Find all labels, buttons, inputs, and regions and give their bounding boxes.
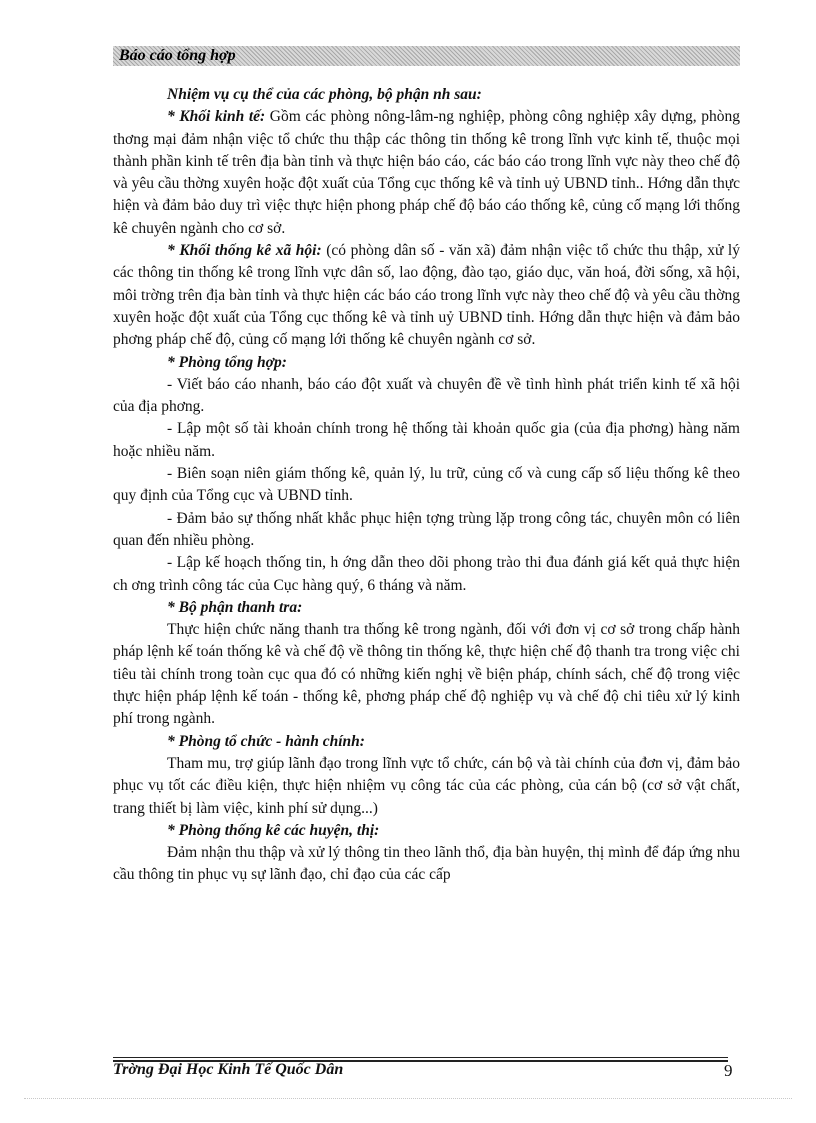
economic-bloc-text: Gồm các phòng nông-lâm-ng nghiệp, phòng công nghiệp xây dựng, phòng thơng mại đảm nhận việc tổ chức thu thập các thông tin thống kê trong lĩnh vực kinh tế, thuộc mọi thành phần kinh tế trên địa bàn tỉnh và thực hiện báo cáo, các báo cáo trong lĩnh vực này theo chế độ và yêu cầu thờng xuyên hoặc đột xuất của Tổng cục thống kê và tỉnh uỷ UBND tỉnh.. Hớng dẫn thực hiện và đảm bảo duy trì việc thực hiện phong pháp chế độ báo cáo thống kê, củng cố mạng lới thống kê chuyên ngành cho cơ sở. bbox=[113, 108, 740, 237]
heading-inspection: * Bộ phận thanh tra: bbox=[167, 598, 303, 616]
paragraph-general-1: - Viết báo cáo nhanh, báo cáo đột xuất và chuyên đề về tình hình phát triển kinh tế xã hội của địa phơng. bbox=[113, 375, 740, 416]
header-band bbox=[113, 46, 740, 66]
footer-rule-top bbox=[113, 1057, 728, 1058]
section-heading-intro: Nhiệm vụ cụ thể của các phòng, bộ phận nh sau: bbox=[167, 86, 482, 103]
paragraph-economic-bloc bbox=[113, 106, 740, 240]
paragraph-admin: Tham mu, trợ giúp lãnh đạo trong lĩnh vực tổ chức, cán bộ và tài chính của đơn vị, đảm bảo phục vụ tốt các điều kiện, thực hiện nhiệm vụ công tác của các phòng, của cán bộ (cơ sở vật chất, trang thiết bị làm việc, kinh phí sử dụng...) bbox=[113, 754, 740, 817]
page-bottom-dotted-rule bbox=[24, 1098, 792, 1099]
footer-school-name: Trờng Đại Học Kinh Tế Quốc Dân bbox=[113, 1061, 344, 1078]
header-title: Báo cáo tổng hợp bbox=[119, 47, 236, 64]
heading-admin: * Phòng tổ chức - hành chính: bbox=[167, 732, 365, 750]
paragraph-general-5: - Lập kế hoạch thống tin, h ớng dẫn theo dõi phong trào thi đua đánh giá kết quả thực hiện ch ơng trình công tác của Cục hàng quý, 6 tháng và năm. bbox=[113, 554, 740, 594]
paragraph-inspection: Thực hiện chức năng thanh tra thống kê trong ngành, đối với đơn vị cơ sở trong chấp hành pháp lệnh kế toán thống kê và chế độ về thông tin thống kê, thực hiện chế độ thanh tra trong việc chi tiêu tài chính trong toàn cục qua đó có những kiến nghị về biện pháp, chính sách, chế độ trong việc thực hiện pháp lệnh kế toán - thống kê, phơng pháp chế độ nghiệp vụ và chế độ chi tiêu xử lý kinh phí trong ngành. bbox=[113, 621, 740, 728]
heading-districts: * Phòng thống kê các huyện, thị: bbox=[167, 821, 380, 839]
social-bloc-text: (có phòng dân số - văn xã) đảm nhận việc tổ chức thu thập, xử lý các thông tin thống kê trong lĩnh vực dân số, lao động, đào tạo, giáo dục, văn hoá, đời sống, xã hội, môi trờng trên địa bàn tỉnh và thực hiện các báo cáo trong lĩnh vực này theo chế độ và yêu cầu thờng xuyên hoặc đột xuất của Tổng cục thống kê và tỉnh uỷ UBND tỉnh. Hớng dẫn thực hiện và đảm bảo phơng pháp chế độ, củng cố mạng lới thống kê chuyên ngành cơ sở. bbox=[113, 242, 740, 349]
paragraph-general-3: - Biên soạn niên giám thống kê, quản lý, lu trữ, củng cố và cung cấp số liệu thống kê theo quy định của Tổng cục và UBND tỉnh. bbox=[113, 465, 740, 505]
heading-general-dept: * Phòng tổng hợp: bbox=[167, 353, 287, 371]
paragraph-general-2: - Lập một số tài khoản chính trong hệ thống tài khoản quốc gia (của địa phơng) hàng năm hoặc nhiều năm. bbox=[113, 420, 740, 460]
document-body bbox=[113, 84, 740, 887]
social-bloc-label: * Khối thống kê xã hội: bbox=[167, 242, 322, 260]
paragraph-districts: Đảm nhận thu thập và xử lý thông tin theo lãnh thổ, địa bàn huyện, thị mình để đáp ứng nhu cầu thông tin phục vụ sự lãnh đạo, chỉ đạo của các cấp bbox=[113, 844, 740, 884]
economic-bloc-label: * Khối kinh tế: bbox=[167, 108, 266, 126]
page-number: 9 bbox=[724, 1061, 733, 1080]
paragraph-general-4: - Đảm bảo sự thống nhất khắc phục hiện tợng trùng lặp trong công tác, chuyên môn có liên quan đến nhiều phòng. bbox=[113, 509, 740, 549]
paragraph-social-bloc bbox=[113, 240, 740, 351]
